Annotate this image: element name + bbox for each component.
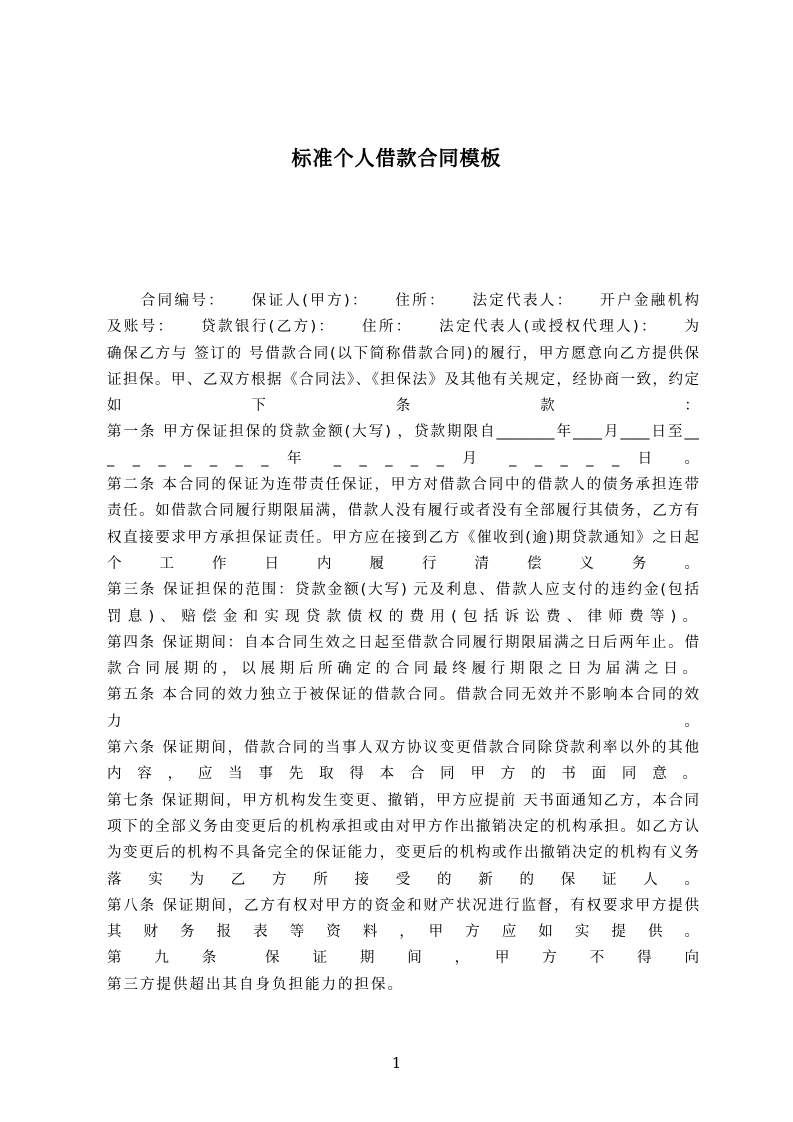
text-line: 及账号： 贷款银行(乙方)： 住所： 法定代表人(或授权代理人)： 为 <box>107 319 699 336</box>
text-line: 第三方提供超出其自身负担能力的担保。 <box>107 976 404 993</box>
text-line: 第 九 条 保 证 期 间 ， 甲 方 不 得 向 <box>107 950 699 967</box>
text-line: 权直接要求甲方承担保证责任。甲方应在接到乙方《催收到(逾)期贷款通知》之日起 <box>107 529 699 546</box>
text-line: 内容，应当事先取得本合同甲方的书面同意。 <box>107 766 699 783</box>
text-line: 证担保。甲、乙双方根据《合同法》、《担保法》及其他有关规定，经协商一致，约定 <box>107 371 699 388</box>
text-line: 个 工 作 日 内 履 行 清 偿 义 务 。 <box>107 555 699 572</box>
text-line: 款合同展期的，以展期后所确定的合同最终履行期限之日为届满之日。 <box>107 661 699 678</box>
text-line: 第七条 保证期间，甲方机构发生变更、撤销，甲方应提前 天书面通知乙方，本合同 <box>107 792 699 809</box>
text-line: 确保乙方与 签订的 号借款合同(以下简称借款合同)的履行，甲方愿意向乙方提供保 <box>107 345 699 362</box>
text-line: 第一条 甲方保证担保的贷款金额(大写) ，贷款期限自________年____月____日至__ <box>107 424 699 441</box>
text-line: 责任。如借款合同履行期限届满，借款人没有履行或者没有全部履行其债务，乙方有 <box>107 503 699 520</box>
text-line: 项下的全部义务由变更后的机构承担或由对甲方作出撤销决定的机构承担。如乙方认 <box>107 818 699 835</box>
document-title: 标准个人借款合同模板 <box>291 146 502 170</box>
page-number: 1 <box>391 1054 402 1072</box>
contract-body <box>107 288 699 998</box>
text-line: 为变更后的机构不具备完全的保证能力，变更后的机构或作出撤销决定的机构有义务 <box>107 845 699 862</box>
text-line: 第三条 保证担保的范围：贷款金额(大写) 元及利息、借款人应支付的违约金(包括 <box>107 582 699 599</box>
text-line: 第八条 保证期间，乙方有权对甲方的资金和财产状况进行监督，有权要求甲方提供 <box>107 897 699 914</box>
text-line: 第五条 本合同的效力独立于被保证的借款合同。借款合同无效并不影响本合同的效 <box>107 687 699 704</box>
text-line: 如 下 条 款 ： <box>107 398 699 415</box>
text-line: 罚息)、赔偿金和实现贷款债权的费用(包括诉讼费、律师费等)。 <box>107 608 699 625</box>
text-line: 合同编号： 保证人(甲方)： 住所： 法定代表人： 开户金融机构 <box>107 293 699 309</box>
text-line: 落 实 为 乙 方 所 接 受 的 新 的 保 证 人 。 <box>107 871 699 888</box>
text-line: 第二条 本合同的保证为连带责任保证，甲方对借款合同中的借款人的债务承担连带 <box>107 477 699 494</box>
text-line: 其 财 务 报 表 等 资 料 ， 甲 方 应 如 实 提 供 。 <box>107 924 699 941</box>
text-line: 第六条 保证期间，借款合同的当事人双方协议变更借款合同除贷款利率以外的其他 <box>107 740 699 757</box>
text-line: 力 。 <box>107 713 699 730</box>
text-line: 第四条 保证期间：自本合同生效之日起至借款合同履行期限届满之日后两年止。借 <box>107 634 699 651</box>
text-line: _ _ _ _ _ _ _ 年 _ _ _ _ _ 月 _ _ _ _ _ 日 。 <box>107 450 699 467</box>
